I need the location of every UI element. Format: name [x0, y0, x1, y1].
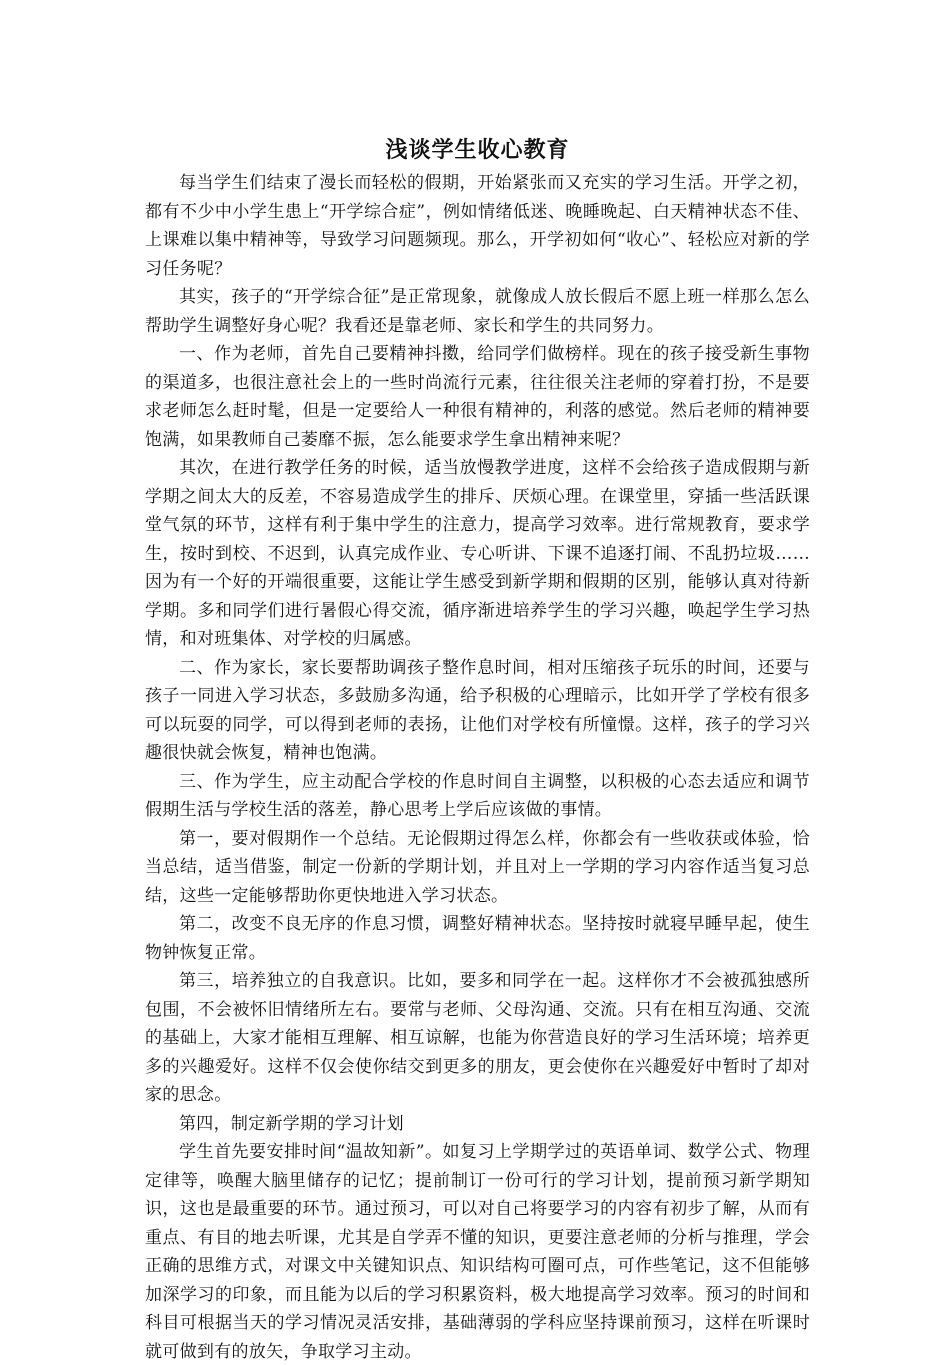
paragraph-point-four-heading: 第四，制定新学期的学习计划 [179, 1113, 404, 1134]
paragraph-teaching-pace: 其次，在进行教学任务的时候，适当放慢教学进度，这样不会给孩子造成假期与新学期之间太大的反差，不容易造成学生的排斥、厌烦心理。在课堂里，穿插一些活跃课堂气氛的环节，这样有利于集中学生的注意力，提高学习效率。进行常规教育，要求学生，按时到校、不迟到，认真完成作业、专心听讲、下课不追逐打闹、不乱扔垃圾……因为有一个好的开端很重要，这能让学生感受到新学期和假期的区别，能够认真对待新学期。多和同学们进行暑假心得交流，循序渐进培养学生的学习兴趣，唤起学生学习热情，和对班集体、对学校的归属感。 [145, 458, 810, 649]
paragraph-review-plan: 学生首先要安排时间“温故知新”。如复习上学期学过的英语单词、数学公式、物理定律等，唤醒大脑里储存的记忆；提前制订一份可行的学习计划，提前预习新学期知识，这也是最重要的环节。通过预习，可以对自己将要学习的内容有初步了解，从而有重点、有目的地去听课，尤其是自学弄不懂的知识，更要注意老师的分析与推理，学会正确的思维方式，对课文中关键知识点、知识结构可圈可点，可作些笔记，这不但能够加深学习的印象，而且能为以后的学习积累资料，极大地提高学习效率。预习的时间和科目可根据当天的学习情况灵活安排，基础薄弱的学科应坚持课前预习，这样在听课时就可做到有的放矢，争取学习主动。 [145, 1142, 810, 1362]
paragraph-intro: 每当学生们结束了漫长而轻松的假期，开始紧张而又充实的学习生活。开学之初，都有不少中小学生患上“开学综合症”，例如情绪低迷、晚睡晚起、白天精神状态不佳、上课难以集中精神等，导致学习问题频现。那么，开学初如何“收心”、轻松应对新的学习任务呢？ [145, 173, 810, 279]
paragraph-teacher: 一、作为老师，首先自己要精神抖擞，给同学们做榜样。现在的孩子接受新生事物的渠道多，也很注意社会上的一些时尚流行元素，往往很关注老师的穿着打扮，不是要求老师怎么赶时髦，但是一定要给人一种很有精神的，利落的感觉。然后老师的精神要饱满，如果教师自己萎靡不振，怎么能要求学生拿出精神来呢？ [145, 344, 810, 450]
paragraph-point-one: 第一，要对假期作一个总结。无论假期过得怎么样，你都会有一些收获或体验，恰当总结，适当借鉴，制定一份新的学期计划，并且对上一学期的学习内容作适当复习总结，这些一定能够帮助你更快地进入学习状态。 [145, 828, 810, 906]
paragraph-student: 三、作为学生，应主动配合学校的作息时间自主调整，以积极的心态去适应和调节假期生活与学校生活的落差，静心思考上学后应该做的事情。 [145, 771, 810, 820]
document-page [145, 135, 810, 1366]
paragraph-point-three: 第三，培养独立的自我意识。比如，要多和同学在一起。这样你才不会被孤独感所包围，不会被怀旧情绪所左右。要常与老师、父母沟通、交流。只有在相互沟通、交流的基础上，大家才能相互理解、相互谅解，也能为你营造良好的学习生活环境；培养更多的兴趣爱好。这样不仅会使你结交到更多的朋友，更会使你在兴趣爱好中暂时了却对家的思念。 [145, 971, 810, 1105]
paragraph-point-two: 第二，改变不良无序的作息习惯，调整好精神状态。坚持按时就寝早睡早起，使生物钟恢复正常。 [145, 914, 810, 963]
document-title: 浅谈学生收心教育 [385, 138, 570, 163]
paragraph-parent: 二、作为家长，家长要帮助调孩子整作息时间，相对压缩孩子玩乐的时间，还要与孩子一同进入学习状态，多鼓励多沟通，给予积极的心理暗示，比如开学了学校有很多可以玩耍的同学，可以得到老师的表扬，让他们对学校有所憧憬。这样，孩子的学习兴趣很快就会恢复，精神也饱满。 [145, 657, 810, 763]
paragraph-shared-effort: 其实，孩子的“开学综合征”是正常现象，就像成人放长假后不愿上班一样那么怎么帮助学生调整好身心呢？我看还是靠老师、家长和学生的共同努力。 [145, 287, 810, 336]
